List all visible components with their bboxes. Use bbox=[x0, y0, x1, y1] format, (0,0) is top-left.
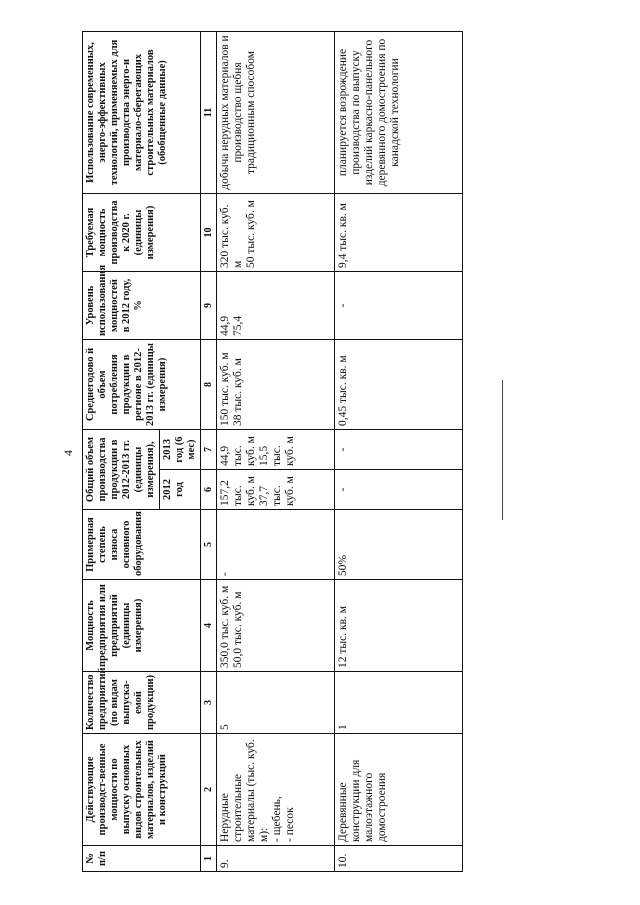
header-year-2012: 2012 год bbox=[160, 470, 201, 510]
usage-value: 75,4 bbox=[232, 315, 244, 336]
production-table bbox=[82, 31, 463, 872]
volume-2013: 15,5 тыс. куб. м bbox=[258, 436, 296, 466]
col-number: 6 bbox=[201, 470, 217, 510]
header-year-2013: 2013 год (6 мес) bbox=[160, 430, 201, 470]
row-capacity bbox=[217, 580, 335, 672]
row-required bbox=[217, 194, 335, 272]
header-required-capacity: Требуемая мощность производства к 2020 г. (единицы измерения) bbox=[83, 194, 201, 272]
capacity-value: 50,0 тыс. куб. м bbox=[232, 591, 244, 668]
row-usage bbox=[217, 272, 335, 340]
header-wear: Примерная степень износа основного оборудования bbox=[83, 510, 201, 580]
column-number-row bbox=[201, 32, 217, 872]
row-number: 10. bbox=[335, 846, 463, 872]
row-2013: - bbox=[335, 430, 463, 470]
row-count: 5 bbox=[217, 672, 335, 734]
row-name bbox=[217, 734, 335, 846]
row-technology: добыча нерудных материалов и производство щебня традиционным способом bbox=[217, 32, 335, 194]
table-row bbox=[217, 32, 335, 872]
row-2013 bbox=[217, 430, 335, 470]
rotated-table-container bbox=[82, 32, 640, 872]
capacity-value: 350,0 тыс. куб. м bbox=[219, 585, 231, 668]
row-wear: 50% bbox=[335, 510, 463, 580]
row-name-item: - песок bbox=[284, 807, 296, 842]
col-number: 7 bbox=[201, 430, 217, 470]
header-production-volume: Общий объем производства продукции в 2012-2013 гг. (единицы измерения), bbox=[83, 430, 160, 510]
header-capacities: Действующие производст-венные мощности по выпуску основных видов строительных материалов, изделий и конструкций bbox=[83, 734, 201, 846]
col-number: 3 bbox=[201, 672, 217, 734]
consumption-value: 38 тыс. куб. м bbox=[232, 358, 244, 426]
col-number: 2 bbox=[201, 734, 217, 846]
header-number: № п/п bbox=[83, 846, 201, 872]
row-count: 1 bbox=[335, 672, 463, 734]
row-capacity: 12 тыс. кв. м bbox=[335, 580, 463, 672]
col-number: 11 bbox=[201, 32, 217, 194]
col-number: 4 bbox=[201, 580, 217, 672]
table-row bbox=[335, 32, 463, 872]
col-number: 10 bbox=[201, 194, 217, 272]
col-number: 5 bbox=[201, 510, 217, 580]
row-number: 9. bbox=[217, 846, 335, 872]
row-technology: планируется возрождение производства по выпуску изделий каркасно-панельного деревянного домостроения по канадской технологии bbox=[335, 32, 463, 194]
header-enterprise-count: Количество предприятий (по видам выпуска-емой продукции) bbox=[83, 672, 201, 734]
page-number: 4 bbox=[61, 450, 75, 456]
row-2012: - bbox=[335, 470, 463, 510]
col-number: 8 bbox=[201, 340, 217, 430]
header-usage-level: Уровень использования мощностей в 2012 году, % bbox=[83, 272, 201, 340]
header-consumption: Среднегодово й объем потребления продукции в регионе в 2012-2013 гг. (единицы измерения) bbox=[83, 340, 201, 430]
header-row bbox=[83, 32, 160, 872]
row-usage: - bbox=[335, 272, 463, 340]
row-2012 bbox=[217, 470, 335, 510]
volume-2012: 157,2 тыс. куб. м bbox=[219, 476, 257, 506]
row-consumption bbox=[217, 340, 335, 430]
required-value: 320 тыс. куб. м bbox=[219, 204, 244, 268]
row-wear: - bbox=[217, 510, 335, 580]
col-number: 9 bbox=[201, 272, 217, 340]
row-name-item: - щебень, bbox=[271, 796, 283, 842]
usage-value: 44,9 bbox=[219, 315, 231, 336]
consumption-value: 150 тыс. куб. м bbox=[219, 352, 231, 426]
row-name: Деревянные конструкции для малоэтажного домостроения bbox=[335, 734, 463, 846]
required-value: 50 тыс. куб. м bbox=[245, 200, 257, 268]
header-capacity: Мощность предприятия или предприятий (единицы измерения) bbox=[83, 580, 201, 672]
row-name-text: Нерудные строительные материалы (тыс. куб. м): bbox=[219, 739, 270, 842]
volume-2013: 44,9 тыс. куб. м bbox=[219, 436, 257, 466]
row-required: 9,4 тыс. кв. м bbox=[335, 194, 463, 272]
col-number: 1 bbox=[201, 846, 217, 872]
row-consumption: 0,45 тыс. кв. м bbox=[335, 340, 463, 430]
header-technologies: Использование современных, энерго-эффективных технологий, применяемых для производства энерго-и материало-сберегающих строительных материалов (обобщенные данные) bbox=[83, 32, 201, 194]
volume-2012: 37,7 тыс. куб. м bbox=[258, 476, 296, 506]
